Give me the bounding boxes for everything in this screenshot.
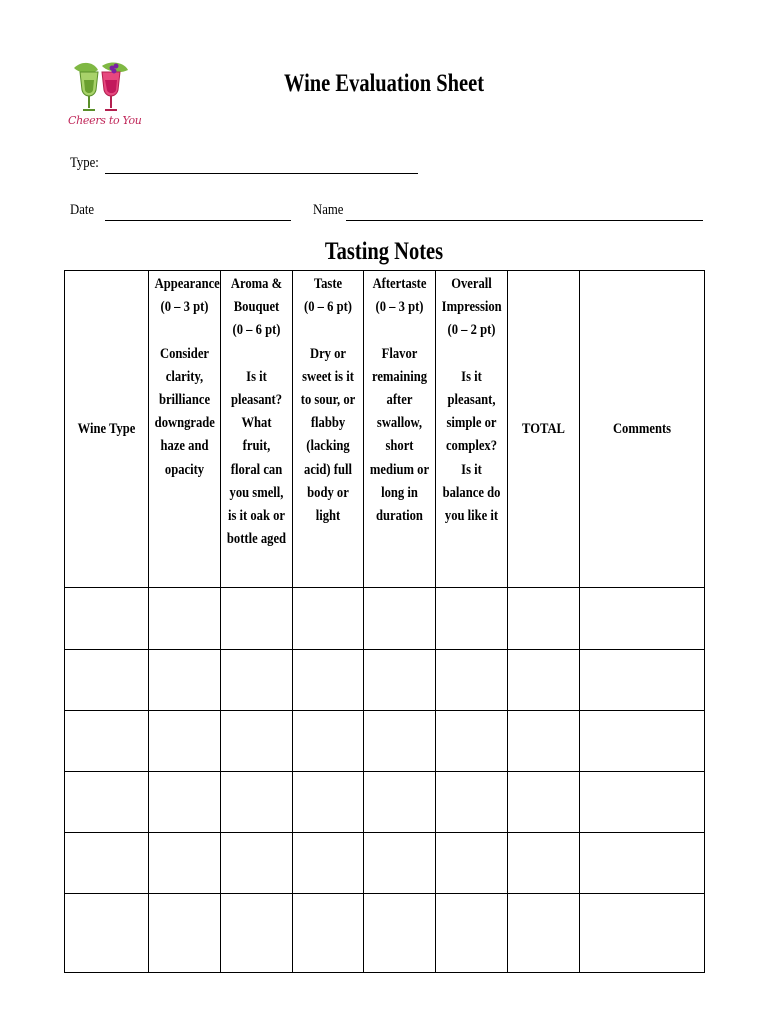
date-label: Date <box>70 202 95 218</box>
table-header-row <box>65 271 705 588</box>
cell-total[interactable] <box>508 588 580 649</box>
header-total: TOTAL <box>508 271 580 588</box>
cell-aroma[interactable] <box>221 710 293 771</box>
cell-wine-type[interactable] <box>65 771 149 832</box>
cell-total[interactable] <box>508 710 580 771</box>
table-row <box>65 710 705 771</box>
table-row <box>65 771 705 832</box>
header-taste: Taste (0 – 6 pt) Dry or sweet is it to sour, or flabby (lacking acid) full body or light <box>293 271 364 588</box>
page-title: Wine Evaluation Sheet <box>283 70 485 97</box>
table-row <box>65 649 705 710</box>
header-wine-type: Wine Type <box>65 271 149 588</box>
table-row <box>65 832 705 893</box>
name-input-line[interactable] <box>346 220 703 221</box>
cell-wine-type[interactable] <box>65 893 149 972</box>
cell-comments[interactable] <box>580 649 705 710</box>
cell-taste[interactable] <box>293 771 364 832</box>
tasting-notes-heading: Tasting Notes <box>324 238 444 265</box>
cell-aftertaste[interactable] <box>364 710 436 771</box>
cell-comments[interactable] <box>580 771 705 832</box>
cell-appearance[interactable] <box>149 893 221 972</box>
cell-overall[interactable] <box>436 832 508 893</box>
type-input-line[interactable] <box>105 173 418 174</box>
cell-taste[interactable] <box>293 893 364 972</box>
cell-aroma[interactable] <box>221 649 293 710</box>
cell-aroma[interactable] <box>221 893 293 972</box>
cell-wine-type[interactable] <box>65 710 149 771</box>
cell-wine-type[interactable] <box>65 832 149 893</box>
cell-taste[interactable] <box>293 649 364 710</box>
cell-wine-type[interactable] <box>65 649 149 710</box>
cell-aroma[interactable] <box>221 832 293 893</box>
table-row <box>65 588 705 649</box>
cell-taste[interactable] <box>293 588 364 649</box>
cell-total[interactable] <box>508 649 580 710</box>
tasting-notes-table <box>64 270 705 973</box>
cell-aftertaste[interactable] <box>364 832 436 893</box>
cell-aftertaste[interactable] <box>364 893 436 972</box>
header-aroma-bouquet: Aroma & Bouquet (0 – 6 pt) Is it pleasant? What fruit, floral can you smell, is it oak or bottle aged <box>221 271 293 588</box>
type-label: Type: <box>70 155 99 171</box>
cell-taste[interactable] <box>293 832 364 893</box>
cell-overall[interactable] <box>436 771 508 832</box>
cell-overall[interactable] <box>436 588 508 649</box>
cell-total[interactable] <box>508 771 580 832</box>
cell-comments[interactable] <box>580 893 705 972</box>
cell-appearance[interactable] <box>149 588 221 649</box>
cell-aftertaste[interactable] <box>364 649 436 710</box>
logo-text: Cheers to You <box>68 114 142 127</box>
cell-appearance[interactable] <box>149 649 221 710</box>
cell-aroma[interactable] <box>221 588 293 649</box>
header-comments: Comments <box>580 271 705 588</box>
cell-total[interactable] <box>508 832 580 893</box>
cell-comments[interactable] <box>580 588 705 649</box>
cell-comments[interactable] <box>580 832 705 893</box>
header-appearance: Appearance (0 – 3 pt) Consider clarity, brilliance downgrade haze and opacity <box>149 271 221 588</box>
cell-wine-type[interactable] <box>65 588 149 649</box>
cell-appearance[interactable] <box>149 832 221 893</box>
cell-taste[interactable] <box>293 710 364 771</box>
header-aftertaste: Aftertaste (0 – 3 pt) Flavor remaining after swallow, short medium or long in duration <box>364 271 436 588</box>
cell-overall[interactable] <box>436 710 508 771</box>
cell-aftertaste[interactable] <box>364 771 436 832</box>
cell-overall[interactable] <box>436 649 508 710</box>
cell-appearance[interactable] <box>149 771 221 832</box>
cell-aftertaste[interactable] <box>364 588 436 649</box>
header-overall-impression: Overall Impression (0 – 2 pt) Is it pleasant, simple or complex? Is it balance do you like it <box>436 271 508 588</box>
cell-overall[interactable] <box>436 893 508 972</box>
name-label: Name <box>313 202 344 218</box>
cell-comments[interactable] <box>580 710 705 771</box>
cell-aroma[interactable] <box>221 771 293 832</box>
date-input-line[interactable] <box>105 220 291 221</box>
cell-total[interactable] <box>508 893 580 972</box>
table-row <box>65 893 705 972</box>
cell-appearance[interactable] <box>149 710 221 771</box>
